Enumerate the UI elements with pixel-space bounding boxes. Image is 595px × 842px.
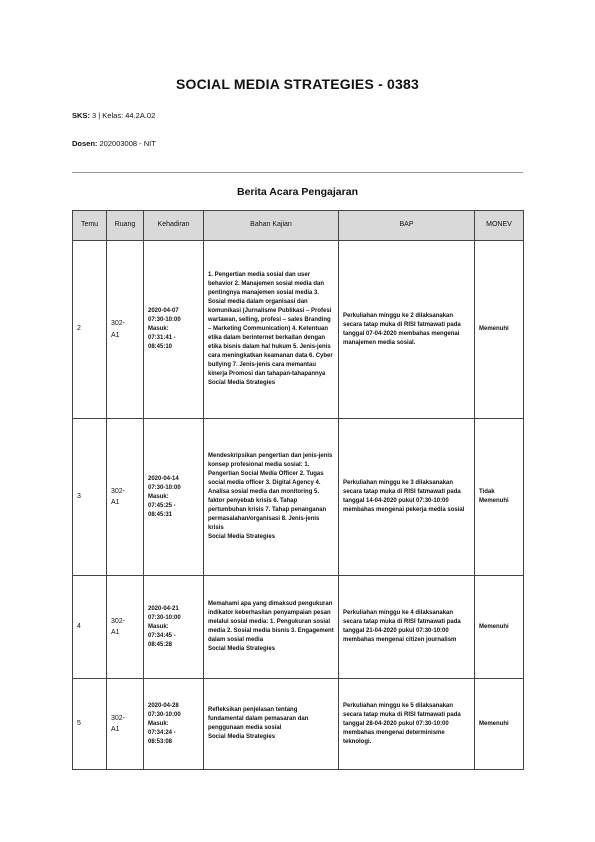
dosen-line (72, 139, 156, 148)
table-header-row (73, 211, 524, 241)
cell-ruang: 302- A1 (107, 576, 144, 679)
cell-monev: Memenuhi (475, 576, 524, 679)
cell-bahan-kajian: 1. Pengertian media sosial dan user behavior 2. Manajemen sosial media dan pentingnya manajemen sosial media 3. Sosial media dalam organisasi dan komunikasi (Jurnalisme Publikasi – Profesi wartawan, selling, profesi – sales Branding – Marketing Communication) 4. Ketentuan etika dalam berinternet berkaitan dengan etika bisnis dalam hal hukum 5. Jenis-jenis cara meningkatkan keamanan data 6. Cyber bullying 7. Jenis-jenis cara memantau kinerja Promosi dan tahapan-tahapannya Social Media Strategies (204, 241, 339, 419)
divider (72, 172, 523, 173)
cell-temu: 2 (73, 241, 107, 419)
cell-bahan-kajian: Mendeskripsikan pengertian dan jenis-jenis konsep profesional media sosial: 1. Pengertian Social Media Officer 2. Tugas social media officer 3. Digital Agency 4. Analisa sosial media dan monitoring 5. faktor penyebab krisis 6. Tahap pertumbuhan krisis 7. Tahap penanganan permasalahan/organisasi 8. Jenis-jenis krisis Social Media Strategies (204, 419, 339, 576)
col-header-kehadiran: Kehadiran (144, 211, 204, 241)
page-title: SOCIAL MEDIA STRATEGIES - 0383 (175, 76, 419, 92)
cell-bap: Perkuliahan minggu ke 5 dilaksanakan secara tatap muka di RISI fatmawati pada tanggal 28-04-2020 pukul 07:30-10:00 membahas mengenai determinisme teknologi. (339, 679, 475, 770)
sks-kelas-value: 3 | Kelas: 44.2A.02 (92, 111, 156, 120)
cell-bap: Perkuliahan minggu ke 3 dilaksanakan secara tatap muka di RISI fatmawati pada tanggal 14-04-2020 pukul 07:30-10:00 membahas mengenai pekerja media sosial (339, 419, 475, 576)
col-header-ruang: Ruang (107, 211, 144, 241)
cell-kehadiran: 2020-04-28 07:30-10:00 Masuk: 07:34:24 - 08:53:08 (144, 679, 204, 770)
col-header-bap: BAP (339, 211, 475, 241)
cell-temu: 3 (73, 419, 107, 576)
section-title: Berita Acara Pengajaran (236, 186, 358, 198)
table-row (73, 241, 524, 419)
cell-kehadiran: 2020-04-21 07:30-10:00 Masuk: 07:34:45 - 08:45:28 (144, 576, 204, 679)
cell-monev: Tidak Memenuhi (475, 419, 524, 576)
cell-temu: 4 (73, 576, 107, 679)
col-header-temu: Temu (73, 211, 107, 241)
col-header-monev: MONEV (475, 211, 524, 241)
cell-temu: 5 (73, 679, 107, 770)
cell-bahan-kajian: Refleksikan penjelasan tentang fundamental dalam pemasaran dan penggunaan media sosial Social Media Strategies (204, 679, 339, 770)
cell-ruang: 302- A1 (107, 241, 144, 419)
cell-ruang: 302- A1 (107, 679, 144, 770)
cell-ruang: 302- A1 (107, 419, 144, 576)
dosen-label: Dosen: (72, 139, 98, 148)
cell-kehadiran: 2020-04-14 07:30-10:00 Masuk: 07:45:25 - 08:45:31 (144, 419, 204, 576)
table-row (73, 679, 524, 770)
table-row (73, 419, 524, 576)
sks-label: SKS: (72, 111, 90, 120)
dosen-value: 202003008 - NIT (99, 139, 156, 148)
cell-monev: Memenuhi (475, 241, 524, 419)
col-header-bahan-kajian: Bahan Kajian (204, 211, 339, 241)
bap-table (72, 210, 524, 770)
cell-monev: Memenuhi (475, 679, 524, 770)
cell-bap: Perkuliahan minggu ke 4 dilaksanakan secara tatap muka di RISI fatmawati pada tanggal 21-04-2020 pukul 07:30-10:00 membahas mengenai citizen journalism (339, 576, 475, 679)
sks-kelas-line (72, 111, 155, 120)
cell-kehadiran: 2020-04-07 07:30-10:00 Masuk: 07:31:41 - 08:45:10 (144, 241, 204, 419)
table-row (73, 576, 524, 679)
cell-bap: Perkuliahan minggu ke 2 dilaksanakan secara tatap muka di RISI fatmawati pada tanggal 07-04-2020 membahas mengenai manajemen media sosial. (339, 241, 475, 419)
cell-bahan-kajian: Memahami apa yang dimaksud pengukuran indikator keberhasilan penyampaian pesan melalui sosial media: 1. Pengukuran sosial media 2. Sosial media bisnis 3. Engagement dalam sosial media Social Media Strategies (204, 576, 339, 679)
